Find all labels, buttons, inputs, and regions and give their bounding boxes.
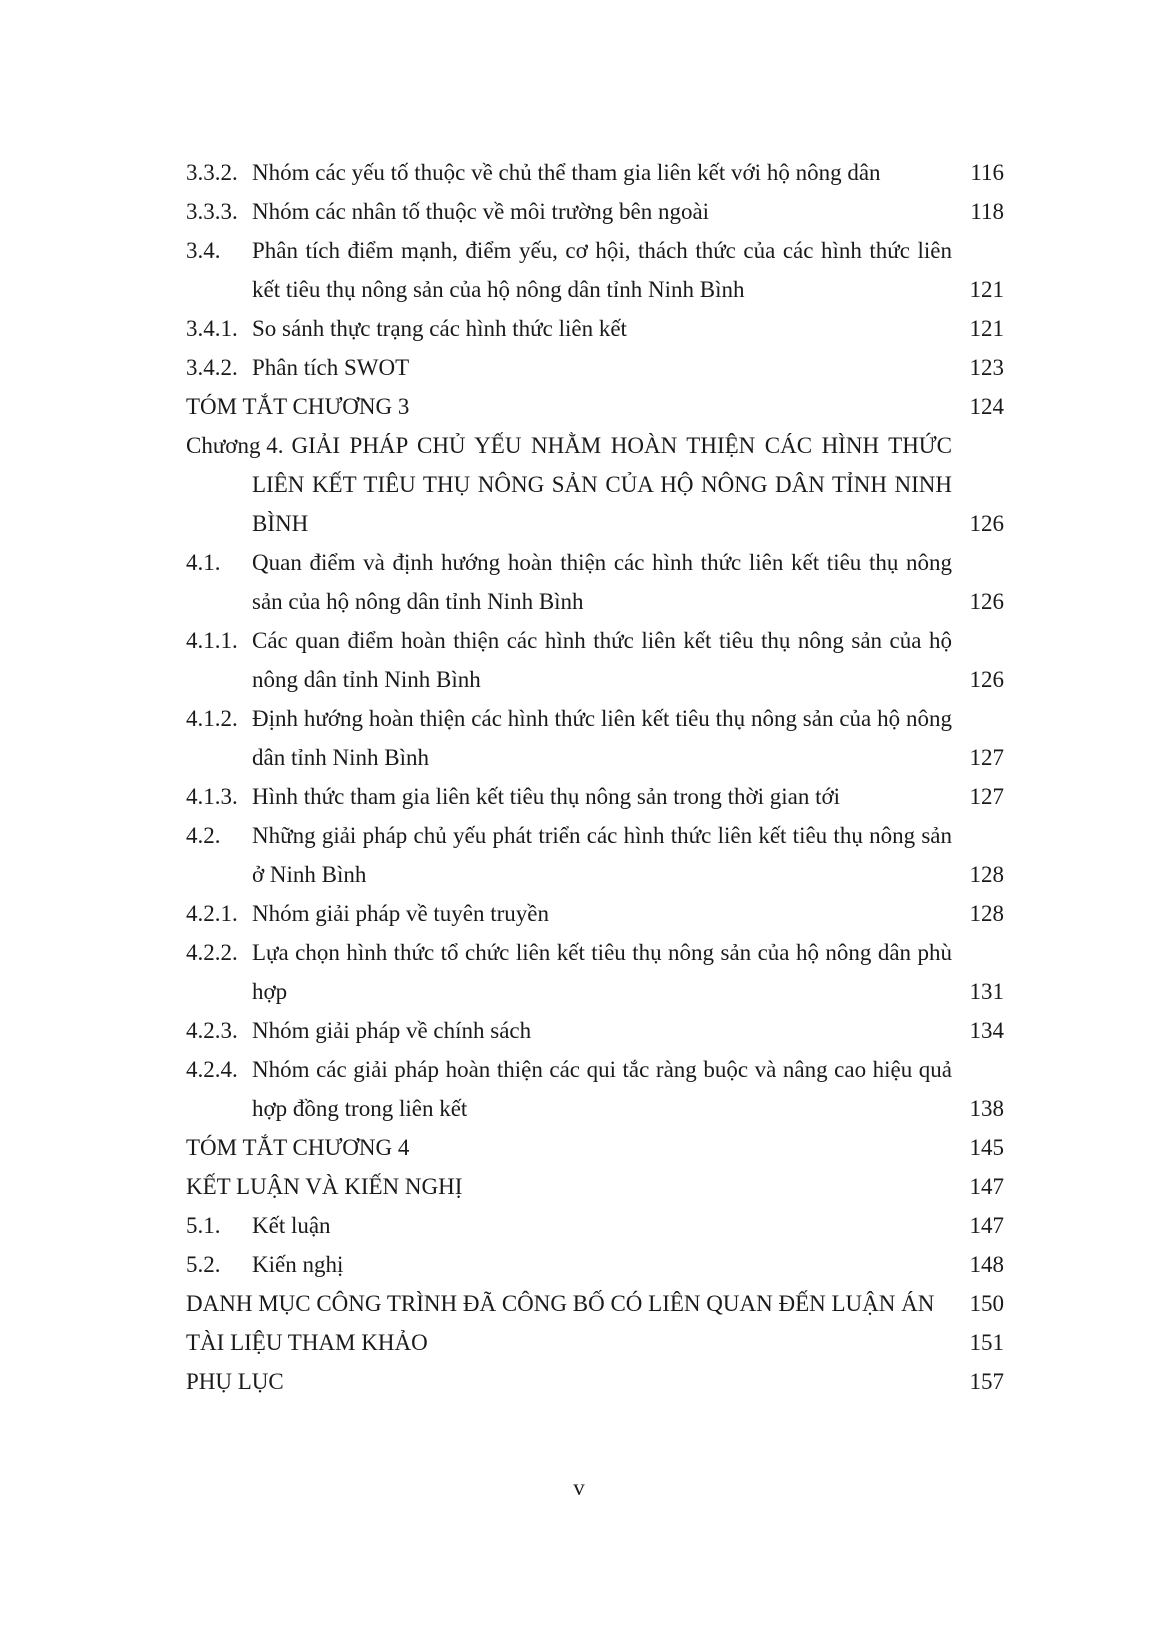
toc-entry-page: 148 [969,1252,1004,1277]
toc-entry-number: 5.1. [186,1213,221,1238]
toc-entry-page: 126 [969,511,1004,536]
toc-entry[interactable] [186,1323,1004,1362]
toc-entry-number: 4.2.2. [186,940,238,965]
toc-entry-page: 147 [969,1174,1004,1199]
toc-entry-text [186,699,952,777]
toc-entry-text [186,1245,952,1284]
toc-entry-page: 134 [969,1018,1004,1043]
toc-entry-page: 127 [969,745,1004,770]
toc-entry[interactable] [186,1011,1004,1050]
toc-entry-chapter[interactable] [186,426,1004,543]
toc-entry-page: 121 [969,316,1004,341]
toc-entry[interactable] [186,1167,1004,1206]
toc-entry-page: 126 [969,589,1004,614]
toc-entry-number: 4.1.1. [186,628,238,653]
toc-entry-title: Lựa chọn hình thức tổ chức liên kết tiêu thụ nông sản của hộ nông dân phù hợp [252,940,952,1004]
toc-entry[interactable] [186,621,1004,699]
toc-entry-title: Kết luận [252,1213,331,1238]
toc-entry[interactable] [186,309,1004,348]
toc-entry[interactable] [186,699,1004,777]
toc-entry[interactable] [186,777,1004,816]
toc-entry-number: 3.4.2. [186,355,238,380]
toc-entry-number: 3.4. [186,238,221,263]
toc-entry[interactable] [186,1128,1004,1167]
toc-entry-page: 150 [969,1291,1004,1316]
toc-entry-title: Hình thức tham gia liên kết tiêu thụ nông sản trong thời gian tới [252,784,841,809]
toc-entry-text [186,933,952,1011]
toc-entry[interactable] [186,1284,1004,1323]
toc-entry-text [186,894,952,933]
toc-entry-number: 4.2.4. [186,1057,238,1082]
toc-entry-number: 3.3.3. [186,199,238,224]
toc-entry-title: Quan điểm và định hướng hoàn thiện các hình thức liên kết tiêu thụ nông sản của hộ nông dân tỉnh Ninh Bình [252,550,952,614]
toc-entry-page: 128 [969,862,1004,887]
table-of-contents [186,153,1004,1401]
toc-entry-title: Những giải pháp chủ yếu phát triển các hình thức liên kết tiêu thụ nông sản ở Ninh Bình [252,823,952,887]
toc-entry-number: 5.2. [186,1252,221,1277]
toc-entry-page: 121 [969,277,1004,302]
toc-entry-page: 124 [969,394,1004,419]
toc-entry-text [186,543,952,621]
toc-entry-page: 157 [969,1369,1004,1394]
toc-entry-title: Nhóm giải pháp về chính sách [252,1018,532,1043]
toc-entry-title: Nhóm các yếu tố thuộc về chủ thể tham gia liên kết với hộ nông dân [252,160,881,185]
toc-entry-title: Nhóm các nhân tố thuộc về môi trường bên ngoài [252,199,710,224]
toc-entry[interactable] [186,153,1004,192]
toc-entry-title: DANH MỤC CÔNG TRÌNH ĐÃ CÔNG BỐ CÓ LIÊN QUAN ĐẾN LUẬN ÁN [186,1291,935,1316]
toc-entry-text [186,1206,952,1245]
toc-entry-text [186,1050,952,1128]
toc-entry-page: 138 [969,1096,1004,1121]
toc-entry-number: 4.1.3. [186,784,238,809]
toc-entry-title: TÀI LIỆU THAM KHẢO [186,1330,428,1355]
toc-entry[interactable] [186,816,1004,894]
toc-entry-page: 118 [970,199,1004,224]
toc-entry-number: 3.4.1. [186,316,238,341]
toc-entry-title: Định hướng hoàn thiện các hình thức liên kết tiêu thụ nông sản của hộ nông dân tỉnh Ninh Bình [252,706,952,770]
page-number: v [573,1475,585,1500]
toc-entry-page: 123 [969,355,1004,380]
toc-entry-title: TÓM TẮT CHƯƠNG 4 [186,1135,410,1160]
toc-entry-title: Nhóm các giải pháp hoàn thiện các qui tắc ràng buộc và nâng cao hiệu quả hợp đồng trong liên kết [252,1057,952,1121]
toc-entry-title: TÓM TẮT CHƯƠNG 3 [186,394,410,419]
toc-entry-number: Chương 4. [186,433,284,458]
toc-entry-text [186,816,952,894]
toc-entry[interactable] [186,348,1004,387]
toc-entry[interactable] [186,1206,1004,1245]
toc-entry-text [186,309,952,348]
toc-entry-text [186,192,952,231]
toc-entry-title: PHỤ LỤC [186,1369,284,1394]
toc-entry-text [186,153,952,192]
toc-entry-page: 128 [969,901,1004,926]
toc-entry-title: Kiến nghị [252,1252,344,1277]
toc-entry-page: 126 [969,667,1004,692]
toc-entry-text [186,231,952,309]
toc-entry-number: 4.2.3. [186,1018,238,1043]
toc-entry-number: 4.2. [186,823,221,848]
toc-entry-text [186,777,952,816]
toc-entry-number: 4.1. [186,550,221,575]
toc-entry-page: 116 [970,160,1004,185]
toc-entry-number: 4.2.1. [186,901,238,926]
toc-entry-page: 147 [969,1213,1004,1238]
toc-entry-text [186,1011,952,1050]
toc-entry-number: 4.1.2. [186,706,238,731]
toc-entry-page: 127 [969,784,1004,809]
toc-entry-page: 151 [969,1330,1004,1355]
toc-entry-title: Phân tích điểm mạnh, điểm yếu, cơ hội, thách thức của các hình thức liên kết tiêu thụ nông sản của hộ nông dân tỉnh Ninh Bình [252,238,952,302]
toc-entry-number: 3.3.2. [186,160,238,185]
toc-entry-text [186,621,952,699]
toc-entry[interactable] [186,1362,1004,1401]
toc-entry-title: Các quan điểm hoàn thiện các hình thức liên kết tiêu thụ nông sản của hộ nông dân tỉnh Ninh Bình [252,628,952,692]
toc-entry[interactable] [186,387,1004,426]
toc-entry-title: Nhóm giải pháp về tuyên truyền [252,901,550,926]
toc-entry[interactable] [186,933,1004,1011]
toc-entry-page: 145 [969,1135,1004,1160]
toc-entry-title: Phân tích SWOT [252,355,410,380]
toc-entry-title: GIẢI PHÁP CHỦ YẾU NHẰM HOÀN THIỆN CÁC HÌNH THỨC LIÊN KẾT TIÊU THỤ NÔNG SẢN CỦA HỘ NÔNG DÂN TỈNH NINH BÌNH [252,433,952,536]
toc-entry[interactable] [186,231,1004,309]
toc-entry[interactable] [186,1245,1004,1284]
toc-entry[interactable] [186,543,1004,621]
toc-entry-title: So sánh thực trạng các hình thức liên kết [252,316,627,341]
toc-entry-page: 131 [969,979,1004,1004]
toc-entry-text [186,426,952,543]
toc-entry-text [186,348,952,387]
toc-entry-title: KẾT LUẬN VÀ KIẾN NGHỊ [186,1174,463,1199]
toc-entry[interactable] [186,1050,1004,1128]
toc-entry[interactable] [186,192,1004,231]
toc-entry[interactable] [186,894,1004,933]
